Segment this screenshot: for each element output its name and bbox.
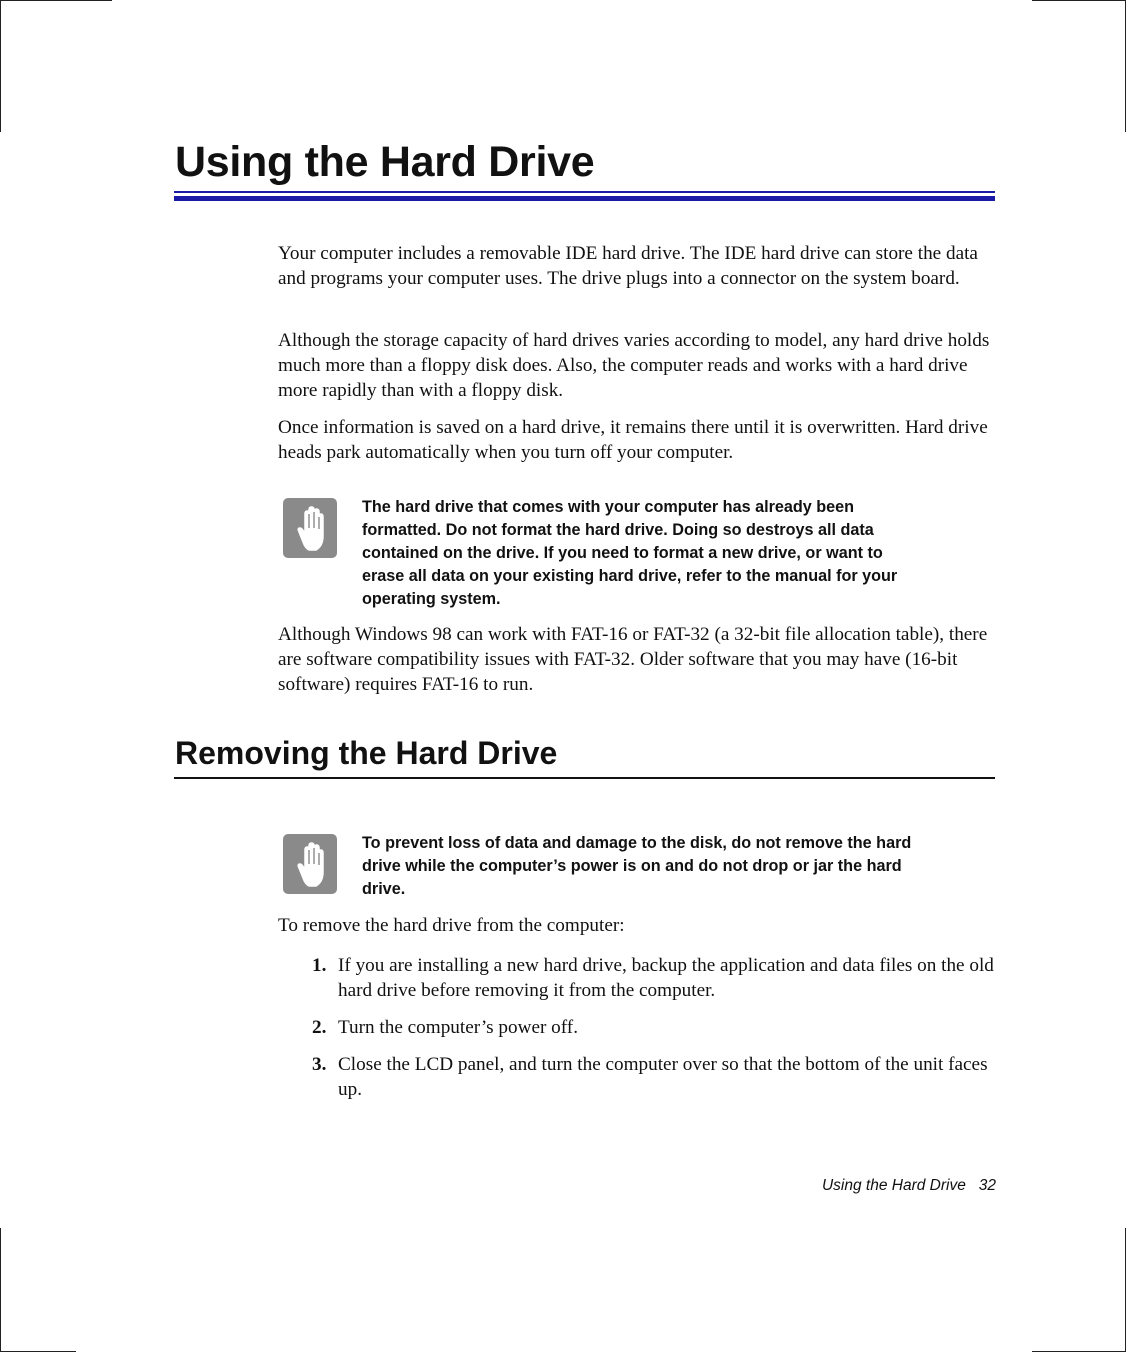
warning-text: To prevent loss of data and damage to the disk, do not remove the hard drive while the computer’s power is on and do not drop or jar the hard drive. [362,834,912,898]
step-number: 3. [312,1054,327,1075]
intro-paragraph: Although the storage capacity of hard drives varies according to model, any hard drive holds much more than a floppy disk does. Also, the computer reads and works with a hard drive more rapidly than with a floppy disk. [278,330,990,401]
step-number: 2. [312,1017,327,1038]
step-number: 1. [312,955,327,976]
page-footer [700,1177,996,1195]
warning-text: The hard drive that comes with your computer has already been formatted. Do not format the hard drive. Doing so destroys all data contained on the drive. If you need to format a new drive, or want to erase all data on your existing hard drive, refer to the manual for your operating system. [362,498,898,608]
title-rule [174,196,995,201]
page-title: Using the Hard Drive [175,138,595,186]
section-rule [174,777,995,779]
page-number: 32 [978,1177,996,1194]
step-text: Turn the computer’s power off. [338,1017,578,1038]
lead-in-text: To remove the hard drive from the computer: [278,915,625,936]
step-text: If you are installing a new hard drive, backup the application and data files on the old hard drive before removing it from the computer. [338,955,994,1001]
hand-stop-icon [283,498,337,558]
crop-mark [0,0,112,1]
section-title: Removing the Hard Drive [175,735,558,771]
intro-paragraph: Once information is saved on a hard drive, it remains there until it is overwritten. Hard drive heads park automatically when you turn off your computer. [278,417,988,463]
intro-paragraph: Your computer includes a removable IDE hard drive. The IDE hard drive can store the data and programs your computer uses. The drive plugs into a connector on the system board. [278,243,978,289]
title-rule [174,191,995,193]
crop-mark [1032,0,1126,1]
crop-mark [0,0,1,132]
hand-stop-icon [283,834,337,894]
crop-mark [0,1228,1,1352]
fat-paragraph: Although Windows 98 can work with FAT-16 or FAT-32 (a 32-bit file allocation table), there are software compatibility issues with FAT-32. Older software that you may have (16-bit software) requires FAT-16 to run. [278,624,988,695]
step-text: Close the LCD panel, and turn the computer over so that the bottom of the unit faces up. [338,1054,988,1100]
running-title: Using the Hard Drive [821,1177,966,1194]
